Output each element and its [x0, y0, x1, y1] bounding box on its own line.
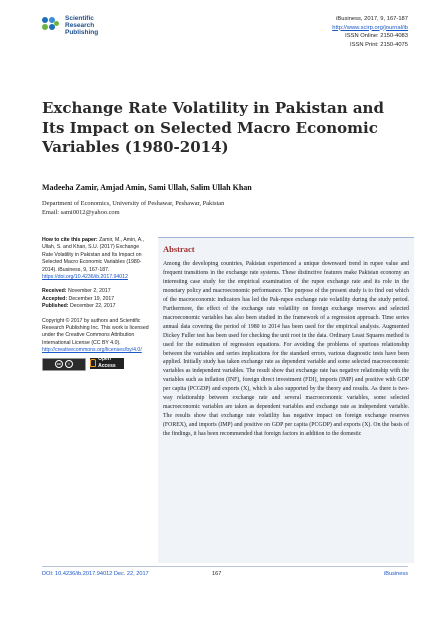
received-label: Received: — [42, 288, 67, 295]
cite-text: Zamir, M., Amin, A., Ullah, S. and Khan, S.U. (2017) Exchange Rate Volatility in Pakistan and Its Impact on Selected Macro Economic Variables (1980-2014). iBusiness, 9, 167-187. — [42, 237, 145, 273]
article-sidebar — [42, 237, 150, 378]
publisher-logo — [42, 15, 98, 36]
publisher-logo-icon — [42, 17, 60, 35]
open-access-label: Open Access — [98, 355, 116, 370]
footer-page-number: 167 — [212, 571, 222, 577]
copyright-block — [42, 318, 150, 371]
citation-block — [42, 237, 150, 281]
open-access-badge[interactable] — [90, 355, 124, 370]
license-badges — [42, 355, 150, 371]
footer-doi-date: DOI: 10.4236/ib.2017.94012 Dec. 22, 2017 — [42, 571, 149, 577]
cc-by-badge-icon[interactable]: cc i — [42, 358, 86, 371]
paper-authors: Madeeha Zamir, Amjad Amin, Sami Ullah, Salim Ullah Khan — [42, 183, 252, 192]
abstract-box — [158, 237, 414, 563]
issn-print: ISSN Print: 2150-4075 — [349, 41, 408, 48]
footer-journal-name: iBusiness — [384, 571, 408, 577]
accepted-label: Accepted: — [42, 295, 68, 302]
journal-citation: iBusiness, 2017, 9, 167-187 — [336, 16, 408, 22]
issn-online: ISSN Online: 2150-4083 — [345, 33, 408, 40]
license-link[interactable]: http://creativecommons.org/licenses/by/4.0/ — [42, 347, 142, 354]
abstract-heading: Abstract — [163, 244, 195, 254]
abstract-text: Among the developing countries, Pakistan experienced a unique downward trend in rupee value and frequent transitions in the exchange rate systems. These distinctive features make Pakistan economy an interesting case study for the empirical examination of the rupee exchange rate and its role in the monetary policy and macroeconomic performance. The purpose of the present study is to find out which of the macroeconomic indicators has led the Pak-rupee exchange rate volatility during the study period. Furthermore, the effect of the exchange rate volatility on foreign exchange reserves and selected macroeconomic variables has also been studied in the framework of a regression approach. Time series annual data covering the period of 1980 to 2014 has been used for the empirical analysis. Augmented Dickey Fuller test has been used for checking the unit root in the data. Ordinary Least Squares method is used for the estimation of regression equations. For avoiding the problems of spurious relationship between the variables and series implications for the standard errors, various diagnostic tests have been applied. Initially study has taken exchange rate as dependent variable and some selected macroeconomic variables as independent variables. The result show that exchange rate has negative relationship with the variables such as inflation (INF), foreign direct investment (FDI), imports (IMP) and positive with GDP per capita (PCGDP) and exports (X), which is also supported by the theory and results. As there is two-way relationship between exchange rate and several macroeconomic variables, some selected macroeconomic variables are taken as dependent variables and exchange rate as independent variable. The results show that exchange rate volatility has negative impact on foreign exchange reserves (FOREX), and imports (IMP) and positive on GDP per capita (PCGDP) and exports (X). On the basis of the findings, it has been recommended that foreign factors in addition to the domestic — [163, 261, 409, 438]
author-email: Email: sami0012@yahoo.com — [42, 209, 120, 216]
received-date: November 2, 2017 — [67, 288, 111, 295]
journal-url-link[interactable]: http://www.scirp.org/journal/ib — [332, 24, 408, 31]
cite-doi-link[interactable]: https://doi.org/10.4236/ib.2017.94012 — [42, 274, 128, 281]
accepted-date: December 19, 2017 — [68, 295, 115, 302]
affiliation-block — [42, 199, 224, 217]
published-date: December 22, 2017 — [69, 303, 116, 310]
footer-divider — [42, 566, 408, 567]
publisher-name: Scientific Research Publishing — [65, 15, 99, 36]
journal-info — [332, 15, 408, 49]
affiliation: Department of Economics, University of Peshawar, Peshawar, Pakistan — [42, 200, 225, 207]
open-lock-icon — [90, 359, 96, 367]
paper-title: Exchange Rate Volatility in Pakistan and Its Impact on Selected Macro Economic Variables (1980-2014) — [42, 99, 384, 156]
published-label: Published: — [42, 303, 69, 310]
dates-block — [42, 288, 150, 310]
cite-label: How to cite this paper: — [42, 237, 98, 243]
copyright-text: Copyright © 2017 by authors and Scientific Research Publishing Inc. This work is licensed under the Creative Commons Attribution International License (CC BY 4.0). — [42, 317, 149, 346]
